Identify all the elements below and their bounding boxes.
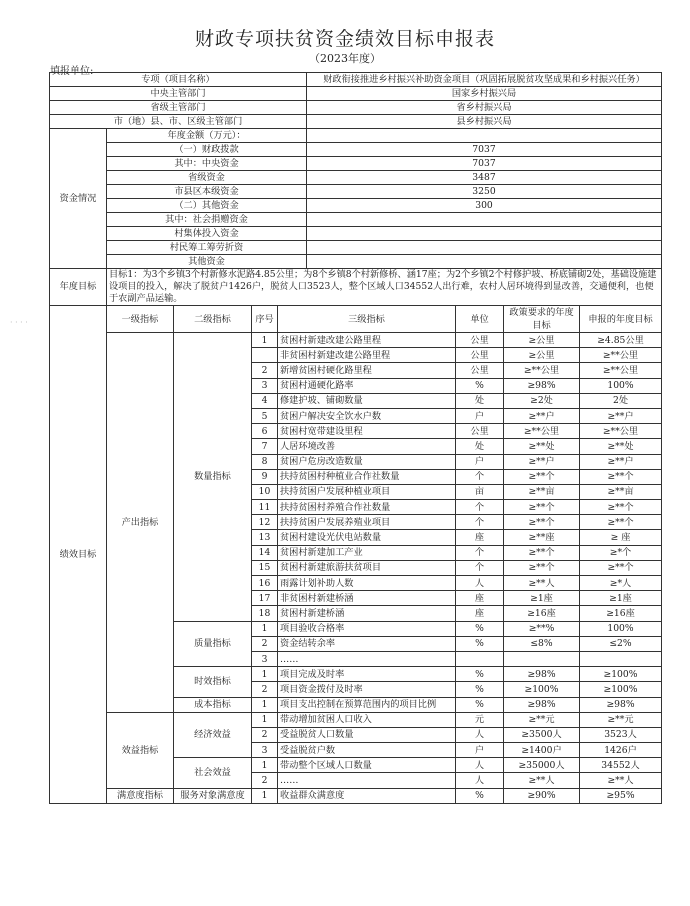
level2-quality: 质量指标 bbox=[174, 621, 252, 667]
indicator-name: 雨露计划补助人数 bbox=[278, 576, 456, 591]
declared-target: ≥95% bbox=[580, 788, 662, 803]
policy-target: ≥**亩 bbox=[504, 484, 580, 499]
indicator-unit: 公里 bbox=[456, 363, 504, 378]
fund-value bbox=[307, 255, 662, 269]
perf-header-cell: 二级指标 bbox=[174, 306, 252, 333]
fund-value bbox=[307, 241, 662, 255]
policy-target: ≤8% bbox=[504, 636, 580, 651]
indicator-unit: 人 bbox=[456, 727, 504, 742]
declared-target: 1426户 bbox=[580, 743, 662, 758]
declared-target: ≥ 座 bbox=[580, 530, 662, 545]
dept-value: 县乡村振兴局 bbox=[307, 115, 662, 129]
dept-row bbox=[50, 115, 662, 129]
fund-row bbox=[50, 143, 662, 157]
declared-target: ≥**个 bbox=[580, 469, 662, 484]
perf-row bbox=[50, 788, 662, 803]
fund-label: 村民筹工筹劳折资 bbox=[107, 241, 307, 255]
row-number: 15 bbox=[252, 560, 278, 575]
declared-target: ≥**公里 bbox=[580, 424, 662, 439]
fund-value: 7037 bbox=[307, 157, 662, 171]
fund-row bbox=[50, 199, 662, 213]
indicator-unit: 个 bbox=[456, 500, 504, 515]
declared-target: ≥*个 bbox=[580, 545, 662, 560]
policy-target: ≥2处 bbox=[504, 393, 580, 408]
policy-target: ≥**户 bbox=[504, 454, 580, 469]
declared-target: ≥**亩 bbox=[580, 484, 662, 499]
level2-econ: 经济效益 bbox=[174, 712, 252, 758]
indicator-unit: % bbox=[456, 697, 504, 712]
fund-value: 3250 bbox=[307, 185, 662, 199]
indicator-unit: 个 bbox=[456, 469, 504, 484]
project-info-table bbox=[49, 72, 662, 306]
policy-target: ≥1座 bbox=[504, 591, 580, 606]
fund-value bbox=[307, 129, 662, 143]
indicator-name: 贫困村新建加工产业 bbox=[278, 545, 456, 560]
policy-target: ≥**个 bbox=[504, 560, 580, 575]
side-mark: · · · · bbox=[10, 318, 28, 327]
declared-target: ≥100% bbox=[580, 667, 662, 682]
declared-target: 34552人 bbox=[580, 758, 662, 773]
indicator-name: 非贫困村新建桥涵 bbox=[278, 591, 456, 606]
indicator-name: 项目验收合格率 bbox=[278, 621, 456, 636]
declared-target: ≥4.85公里 bbox=[580, 333, 662, 348]
row-number: 16 bbox=[252, 576, 278, 591]
perf-row bbox=[50, 333, 662, 348]
perf-header-cell: 序号 bbox=[252, 306, 278, 333]
perf-header-cell: 单位 bbox=[456, 306, 504, 333]
fund-row bbox=[50, 241, 662, 255]
policy-target: ≥**个 bbox=[504, 545, 580, 560]
indicator-unit: 人 bbox=[456, 758, 504, 773]
declared-target: 2处 bbox=[580, 393, 662, 408]
fund-label: （二）其他资金 bbox=[107, 199, 307, 213]
row-number: 5 bbox=[252, 408, 278, 423]
indicator-name: 受益脱贫人口数量 bbox=[278, 727, 456, 742]
policy-target: ≥35000人 bbox=[504, 758, 580, 773]
declared-target: ≥**个 bbox=[580, 500, 662, 515]
indicator-name: 贫困村建设光伏电站数量 bbox=[278, 530, 456, 545]
fund-row bbox=[50, 213, 662, 227]
level2-time: 时效指标 bbox=[174, 667, 252, 697]
declared-target: ≥**户 bbox=[580, 408, 662, 423]
policy-target: ≥**人 bbox=[504, 773, 580, 788]
indicator-unit: 亩 bbox=[456, 484, 504, 499]
row-number: 6 bbox=[252, 424, 278, 439]
row-number: 10 bbox=[252, 484, 278, 499]
policy-target: ≥98% bbox=[504, 667, 580, 682]
indicator-name: 受益脱贫户数 bbox=[278, 743, 456, 758]
policy-target: ≥公里 bbox=[504, 333, 580, 348]
indicator-name: 收益群众满意度 bbox=[278, 788, 456, 803]
row-number: 1 bbox=[252, 667, 278, 682]
perf-header-cell: 申报的年度目标 bbox=[580, 306, 662, 333]
policy-target: ≥**% bbox=[504, 621, 580, 636]
indicator-unit: 人 bbox=[456, 773, 504, 788]
indicator-name: 贫困户解决安全饮水户数 bbox=[278, 408, 456, 423]
row-number: 2 bbox=[252, 363, 278, 378]
policy-target: ≥**个 bbox=[504, 469, 580, 484]
row-number: 4 bbox=[252, 393, 278, 408]
level1-output: 产出指标 bbox=[107, 333, 174, 713]
indicator-unit: 公里 bbox=[456, 424, 504, 439]
fund-value bbox=[307, 227, 662, 241]
fund-row bbox=[50, 255, 662, 269]
fund-row bbox=[50, 227, 662, 241]
fund-value: 3487 bbox=[307, 171, 662, 185]
performance-table bbox=[49, 305, 662, 804]
row-number: 2 bbox=[252, 773, 278, 788]
policy-target: ≥98% bbox=[504, 378, 580, 393]
policy-target: ≥16座 bbox=[504, 606, 580, 621]
level2-quantity: 数量指标 bbox=[174, 333, 252, 622]
indicator-unit bbox=[456, 651, 504, 666]
indicator-name: 非贫困村新建改建公路里程 bbox=[278, 348, 456, 363]
row-number bbox=[252, 348, 278, 363]
declared-target: ≥**户 bbox=[580, 454, 662, 469]
dept-label: 中央主管部门 bbox=[50, 87, 307, 101]
fund-value: 300 bbox=[307, 199, 662, 213]
indicator-name: 扶持贫困户发展养殖业项目 bbox=[278, 515, 456, 530]
policy-target: ≥**座 bbox=[504, 530, 580, 545]
policy-target: ≥98% bbox=[504, 697, 580, 712]
policy-target: ≥**个 bbox=[504, 515, 580, 530]
level2-social: 社会效益 bbox=[174, 758, 252, 788]
perf-header-cell: 政策要求的年度目标 bbox=[504, 306, 580, 333]
policy-target: ≥**元 bbox=[504, 712, 580, 727]
fund-label: （一）财政拨款 bbox=[107, 143, 307, 157]
policy-target: ≥100% bbox=[504, 682, 580, 697]
indicator-name: 贫困村新建改建公路里程 bbox=[278, 333, 456, 348]
annual-target-text: 目标1：为3个乡镇3个村新修水泥路4.85公里；为8个乡镇8个村新修桥、涵17座；为2个乡镇2个村修护坡、桥底铺砌2处，基础设施建设项目的投入，解决了脱贫户1426户，脱贫人口3523人，整个区域人口34552人出行难，农村人居环境得到显改善，交通便利，也便于农副产品运输。 bbox=[107, 269, 662, 306]
row-number: 1 bbox=[252, 788, 278, 803]
level1-satisfaction: 满意度指标 bbox=[107, 788, 174, 803]
perf-header-cell: 一级指标 bbox=[107, 306, 174, 333]
dept-label: 市（地）县、市、区级主管部门 bbox=[50, 115, 307, 129]
policy-target: ≥**公里 bbox=[504, 424, 580, 439]
annual-target-label: 年度目标 bbox=[50, 269, 107, 306]
declared-target: ≥**处 bbox=[580, 439, 662, 454]
indicator-name: 带动整个区域人口数量 bbox=[278, 758, 456, 773]
dept-row bbox=[50, 87, 662, 101]
declared-target: ≥**公里 bbox=[580, 363, 662, 378]
row-number: 18 bbox=[252, 606, 278, 621]
row-number: 1 bbox=[252, 621, 278, 636]
indicator-unit: 座 bbox=[456, 530, 504, 545]
row-number: 2 bbox=[252, 682, 278, 697]
indicator-name: 贫困村通硬化路率 bbox=[278, 378, 456, 393]
indicator-name: 新增贫困村硬化路里程 bbox=[278, 363, 456, 378]
row-number: 2 bbox=[252, 727, 278, 742]
indicator-name: 贫困村新建桥涵 bbox=[278, 606, 456, 621]
funds-section-label: 资金情况 bbox=[50, 129, 107, 269]
year-subtitle: （2023年度） bbox=[309, 52, 381, 65]
indicator-name: 带动增加贫困人口收入 bbox=[278, 712, 456, 727]
level1-benefit: 效益指标 bbox=[107, 712, 174, 788]
row-number: 7 bbox=[252, 439, 278, 454]
declared-target: 100% bbox=[580, 378, 662, 393]
perf-header-cell: 三级指标 bbox=[278, 306, 456, 333]
policy-target: ≥公里 bbox=[504, 348, 580, 363]
policy-target: ≥**公里 bbox=[504, 363, 580, 378]
indicator-name: 扶持贫困户发展种植业项目 bbox=[278, 484, 456, 499]
declared-target: ≥1座 bbox=[580, 591, 662, 606]
declared-target: 100% bbox=[580, 621, 662, 636]
row-number: 14 bbox=[252, 545, 278, 560]
declared-target bbox=[580, 651, 662, 666]
declared-target: ≥98% bbox=[580, 697, 662, 712]
row-number: 1 bbox=[252, 712, 278, 727]
declared-target: ≤2% bbox=[580, 636, 662, 651]
fund-label: 省级资金 bbox=[107, 171, 307, 185]
indicator-unit: % bbox=[456, 682, 504, 697]
policy-target: ≥**户 bbox=[504, 408, 580, 423]
policy-target: ≥**个 bbox=[504, 500, 580, 515]
indicator-name: 人居环境改善 bbox=[278, 439, 456, 454]
indicator-name: 项目资金拨付及时率 bbox=[278, 682, 456, 697]
indicator-unit: 座 bbox=[456, 591, 504, 606]
indicator-name: …… bbox=[278, 773, 456, 788]
indicator-name: 贫困户危房改造数量 bbox=[278, 454, 456, 469]
project-row bbox=[50, 73, 662, 87]
indicator-name: 项目完成及时率 bbox=[278, 667, 456, 682]
indicator-unit: 公里 bbox=[456, 348, 504, 363]
fund-label: 其他资金 bbox=[107, 255, 307, 269]
level2-service: 服务对象满意度 bbox=[174, 788, 252, 803]
indicator-name: …… bbox=[278, 651, 456, 666]
indicator-unit: 公里 bbox=[456, 333, 504, 348]
page-title: 财政专项扶贫资金绩效目标申报表 bbox=[194, 28, 495, 50]
policy-target: ≥**人 bbox=[504, 576, 580, 591]
project-value: 财政衔接推进乡村振兴补助资金项目（巩固拓展脱贫攻坚成果和乡村振兴任务） bbox=[307, 73, 662, 87]
fund-label: 其中：社会捐赠资金 bbox=[107, 213, 307, 227]
row-number: 9 bbox=[252, 469, 278, 484]
row-number: 12 bbox=[252, 515, 278, 530]
row-number: 3 bbox=[252, 743, 278, 758]
fund-value: 7037 bbox=[307, 143, 662, 157]
fund-row bbox=[50, 157, 662, 171]
fund-label: 村集体投入资金 bbox=[107, 227, 307, 241]
row-number: 1 bbox=[252, 697, 278, 712]
policy-target bbox=[504, 651, 580, 666]
indicator-unit: % bbox=[456, 667, 504, 682]
indicator-unit: 座 bbox=[456, 606, 504, 621]
row-number: 1 bbox=[252, 333, 278, 348]
level2-cost: 成本指标 bbox=[174, 697, 252, 712]
indicator-unit: 处 bbox=[456, 393, 504, 408]
row-number: 8 bbox=[252, 454, 278, 469]
declared-target: ≥100% bbox=[580, 682, 662, 697]
declared-target: ≥**个 bbox=[580, 515, 662, 530]
policy-target: ≥1400户 bbox=[504, 743, 580, 758]
declared-target: ≥**元 bbox=[580, 712, 662, 727]
indicator-unit: 个 bbox=[456, 545, 504, 560]
indicator-unit: 个 bbox=[456, 560, 504, 575]
declared-target: ≥**个 bbox=[580, 560, 662, 575]
indicator-name: 项目支出控制在预算范围内的项目比例 bbox=[278, 697, 456, 712]
indicator-unit: 元 bbox=[456, 712, 504, 727]
indicator-unit: % bbox=[456, 378, 504, 393]
fund-row bbox=[50, 129, 662, 143]
perf-section-label: 绩效目标 bbox=[50, 306, 107, 804]
indicator-unit: % bbox=[456, 636, 504, 651]
row-number: 1 bbox=[252, 758, 278, 773]
dept-row bbox=[50, 101, 662, 115]
indicator-unit: 个 bbox=[456, 515, 504, 530]
policy-target: ≥**处 bbox=[504, 439, 580, 454]
fund-label: 其中：中央资金 bbox=[107, 157, 307, 171]
indicator-name: 贫困村新建旅游扶贫项目 bbox=[278, 560, 456, 575]
indicator-unit: 人 bbox=[456, 576, 504, 591]
declared-target: ≥**公里 bbox=[580, 348, 662, 363]
fund-label: 年度金额（万元）： bbox=[107, 129, 307, 143]
dept-value: 国家乡村振兴局 bbox=[307, 87, 662, 101]
fill-unit-label: 填报单位: bbox=[50, 66, 94, 77]
indicator-unit: 户 bbox=[456, 408, 504, 423]
indicator-unit: 户 bbox=[456, 743, 504, 758]
perf-row bbox=[50, 712, 662, 727]
policy-target: ≥90% bbox=[504, 788, 580, 803]
row-number: 3 bbox=[252, 651, 278, 666]
row-number: 3 bbox=[252, 378, 278, 393]
project-label: 专项（项目名称） bbox=[50, 73, 307, 87]
indicator-name: 贫困村宽带建设里程 bbox=[278, 424, 456, 439]
row-number: 11 bbox=[252, 500, 278, 515]
dept-value: 省乡村振兴局 bbox=[307, 101, 662, 115]
declared-target: ≥*人 bbox=[580, 576, 662, 591]
declared-target: ≥**人 bbox=[580, 773, 662, 788]
annual-target-row bbox=[50, 269, 662, 306]
fund-value bbox=[307, 213, 662, 227]
indicator-name: 扶持贫困村种植业合作社数量 bbox=[278, 469, 456, 484]
indicator-name: 资金结转余率 bbox=[278, 636, 456, 651]
indicator-name: 扶持贫困村养殖合作社数量 bbox=[278, 500, 456, 515]
dept-label: 省级主管部门 bbox=[50, 101, 307, 115]
declared-target: 3523人 bbox=[580, 727, 662, 742]
row-number: 2 bbox=[252, 636, 278, 651]
fund-row bbox=[50, 185, 662, 199]
declared-target: ≥16座 bbox=[580, 606, 662, 621]
row-number: 13 bbox=[252, 530, 278, 545]
policy-target: ≥3500人 bbox=[504, 727, 580, 742]
indicator-unit: % bbox=[456, 621, 504, 636]
indicator-unit: 户 bbox=[456, 454, 504, 469]
fund-row bbox=[50, 171, 662, 185]
perf-header-row bbox=[50, 306, 662, 333]
row-number: 17 bbox=[252, 591, 278, 606]
indicator-unit: 处 bbox=[456, 439, 504, 454]
indicator-unit: % bbox=[456, 788, 504, 803]
indicator-name: 修建护坡、铺砌数量 bbox=[278, 393, 456, 408]
fund-label: 市县区本级资金 bbox=[107, 185, 307, 199]
